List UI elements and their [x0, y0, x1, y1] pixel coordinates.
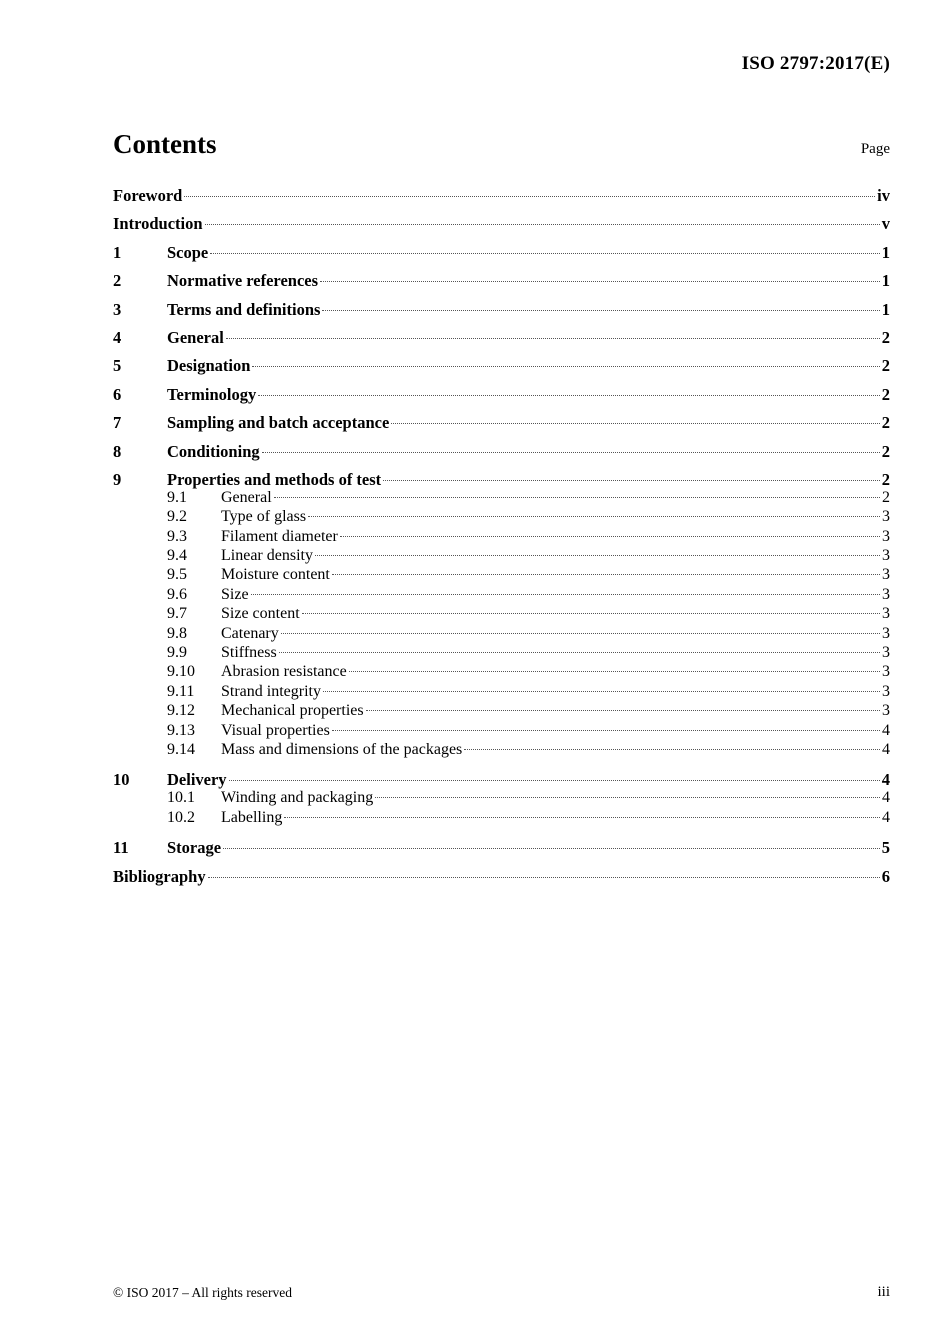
- toc-entry-page: 3: [882, 527, 890, 545]
- toc-entry-number: 7: [113, 413, 122, 433]
- toc-entry-title: Winding and packaging: [221, 789, 374, 807]
- toc-entry-number: 9: [113, 469, 122, 489]
- toc-entry-number: 9.1: [167, 488, 187, 506]
- toc-entry-sampling-and-batch-acceptance[interactable]: [113, 411, 890, 439]
- toc-subentry-9-8[interactable]: [113, 624, 890, 643]
- toc-entry-page: 4: [882, 808, 890, 826]
- toc-entry-page: 1: [881, 271, 890, 291]
- toc-entry-page: 4: [882, 789, 890, 807]
- toc-entry-title: Labelling: [221, 808, 283, 826]
- toc-subentry-10-2[interactable]: [113, 808, 890, 827]
- toc-entry-title: Stiffness: [221, 644, 277, 662]
- toc-entry-number: 9.2: [167, 508, 187, 526]
- toc-entry-number: 9.7: [167, 605, 187, 623]
- toc-leader-dots: [208, 877, 880, 878]
- toc-entry-title: Delivery: [167, 770, 227, 790]
- toc-entry-title: Introduction: [113, 214, 203, 234]
- toc-entry-title: Linear density: [221, 547, 313, 565]
- toc-entry-page: 3: [882, 663, 890, 681]
- toc-entry-number: 9.9: [167, 644, 187, 662]
- toc-entry-number: 9.14: [167, 740, 195, 758]
- toc-entry-page: 2: [881, 413, 890, 433]
- toc-leader-dots: [391, 423, 879, 424]
- toc-leader-dots: [184, 196, 875, 197]
- toc-entry-title: Catenary: [221, 624, 279, 642]
- toc-entry-title: Bibliography: [113, 866, 206, 886]
- toc-entry-page: 3: [882, 508, 890, 526]
- toc-entry-page: 4: [881, 770, 890, 790]
- toc-leader-dots: [229, 780, 880, 781]
- toc-entry-scope[interactable]: [113, 241, 890, 269]
- toc-subentry-9-2[interactable]: [113, 507, 890, 526]
- toc-subentry-9-11[interactable]: [113, 682, 890, 701]
- footer-page-number: iii: [877, 1284, 890, 1300]
- toc-entry-number: 9.12: [167, 702, 195, 720]
- toc-entry-page: v: [881, 214, 890, 234]
- toc-entry-title: Terminology: [167, 384, 257, 404]
- toc-subentry-9-4[interactable]: [113, 546, 890, 565]
- toc-entry-title: General: [221, 488, 272, 506]
- toc-leader-dots: [308, 516, 880, 517]
- toc-entry-number: 9.6: [167, 585, 187, 603]
- toc-entry-page: 3: [882, 585, 890, 603]
- toc-entry-number: 9.11: [167, 682, 195, 700]
- toc-leader-dots: [366, 710, 880, 711]
- toc-leader-dots: [322, 310, 879, 311]
- toc-entry-title: Size content: [221, 605, 300, 623]
- toc-entry-number: 1: [113, 242, 122, 262]
- toc-entry-normative-references[interactable]: [113, 269, 890, 297]
- toc-leader-dots: [205, 224, 880, 225]
- toc-leader-dots: [320, 281, 880, 282]
- toc-entry-terms-and-definitions[interactable]: [113, 298, 890, 326]
- toc-entry-title: Sampling and batch acceptance: [167, 413, 390, 433]
- toc-entry-title: Designation: [167, 356, 251, 376]
- toc-subentry-9-13[interactable]: [113, 721, 890, 740]
- toc-subentry-10-1[interactable]: [113, 788, 890, 807]
- toc-entry-page: 3: [882, 682, 890, 700]
- toc-subentry-9-5[interactable]: [113, 565, 890, 584]
- toc-entry-number: 9.10: [167, 663, 195, 681]
- toc-entry-page: 2: [881, 469, 890, 489]
- toc-subentry-9-12[interactable]: [113, 701, 890, 720]
- toc-entry-number: 9.8: [167, 624, 187, 642]
- document-id: ISO 2797:2017(E): [741, 53, 890, 74]
- toc-entry-number: 8: [113, 441, 122, 461]
- toc-entry-title: Mass and dimensions of the packages: [221, 740, 463, 758]
- toc-entry-page: 2: [881, 384, 890, 404]
- toc-entry-page: 1: [881, 242, 890, 262]
- toc-entry-page: 3: [882, 566, 890, 584]
- toc-subentry-9-7[interactable]: [113, 604, 890, 623]
- toc-entry-page: 2: [881, 441, 890, 461]
- toc-entry-page: 3: [882, 702, 890, 720]
- toc-entry-title: Moisture content: [221, 566, 330, 584]
- toc-entry-page: 3: [882, 547, 890, 565]
- toc-entry-number: 6: [113, 384, 122, 404]
- toc-subentry-9-3[interactable]: [113, 527, 890, 546]
- toc-leader-dots: [349, 671, 880, 672]
- toc-entry-number: 9.13: [167, 721, 195, 739]
- toc-entry-title: Abrasion resistance: [221, 663, 347, 681]
- toc-entry-number: 9.4: [167, 547, 187, 565]
- toc-entry-number: 10: [113, 770, 130, 790]
- toc-entry-delivery[interactable]: [113, 768, 890, 788]
- toc-entry-title: Storage: [167, 838, 222, 858]
- contents-heading: Contents: [113, 129, 217, 159]
- toc-entry-conditioning[interactable]: [113, 440, 890, 468]
- toc-leader-dots: [464, 749, 880, 750]
- page-column-label: Page: [860, 141, 890, 157]
- toc-entry-title: Visual properties: [221, 721, 330, 739]
- toc-entry-number: 9.3: [167, 527, 187, 545]
- toc-leader-dots: [332, 574, 880, 575]
- toc-entry-title: Normative references: [167, 271, 319, 291]
- toc-entry-title: Conditioning: [167, 441, 260, 461]
- toc-entry-title: Foreword: [113, 186, 183, 205]
- toc-entry-page: iv: [877, 186, 890, 205]
- toc-entry-title: Mechanical properties: [221, 702, 364, 720]
- toc-entry-page: 2: [882, 488, 890, 506]
- toc-entry-page: 1: [881, 299, 890, 319]
- toc-entry-number: 10.2: [167, 808, 195, 826]
- toc-entry-number: 10.1: [167, 789, 195, 807]
- toc-entry-page: 2: [881, 327, 890, 347]
- toc-leader-dots: [210, 253, 880, 254]
- toc-entry-number: 2: [113, 271, 122, 291]
- toc-entry-number: 9.5: [167, 566, 187, 584]
- toc-entry-terminology[interactable]: [113, 383, 890, 411]
- toc-subentry-9-6[interactable]: [113, 585, 890, 604]
- toc-entry-number: 11: [113, 838, 129, 858]
- toc-entry-title: Type of glass: [221, 508, 307, 526]
- toc-leader-dots: [323, 691, 880, 692]
- toc-entry-page: 3: [882, 624, 890, 642]
- toc-entry-title: Terms and definitions: [167, 299, 321, 319]
- table-of-contents: [113, 184, 890, 893]
- toc-leader-dots: [274, 497, 880, 498]
- toc-entry-page: 3: [882, 644, 890, 662]
- toc-entry-page: 5: [881, 838, 890, 858]
- toc-entry-page: 4: [882, 740, 890, 758]
- toc-leader-dots: [258, 395, 880, 396]
- toc-subentry-9-1[interactable]: [113, 488, 890, 507]
- toc-entry-general[interactable]: [113, 326, 890, 354]
- toc-entry-bibliography[interactable]: [113, 865, 890, 893]
- toc-subentry-9-9[interactable]: [113, 643, 890, 662]
- toc-entry-title: Scope: [167, 242, 209, 262]
- toc-entry-properties-and-methods-of-test[interactable]: [113, 468, 890, 488]
- footer-copyright: © ISO 2017 – All rights reserved: [113, 1285, 292, 1300]
- toc-leader-dots: [226, 338, 880, 339]
- toc-leader-dots: [223, 848, 880, 849]
- toc-leader-dots: [252, 366, 879, 367]
- toc-leader-dots: [251, 594, 880, 595]
- toc-subentry-9-10[interactable]: [113, 662, 890, 681]
- toc-leader-dots: [383, 480, 880, 481]
- toc-entry-number: 3: [113, 299, 122, 319]
- toc-leader-dots: [279, 652, 880, 653]
- toc-leader-dots: [375, 797, 880, 798]
- toc-entry-title: Filament diameter: [221, 527, 338, 545]
- toc-entry-title: General: [167, 327, 224, 347]
- toc-entry-foreword[interactable]: [113, 184, 890, 212]
- toc-entry-page: 3: [882, 605, 890, 623]
- toc-entry-title: Strand integrity: [221, 682, 321, 700]
- toc-entry-introduction[interactable]: [113, 212, 890, 240]
- toc-entry-number: 5: [113, 356, 122, 376]
- toc-entry-designation[interactable]: [113, 354, 890, 382]
- toc-entry-page: 6: [881, 866, 890, 886]
- toc-leader-dots: [284, 817, 880, 818]
- toc-entry-page: 4: [882, 721, 890, 739]
- toc-leader-dots: [315, 555, 880, 556]
- toc-entry-title: Properties and methods of test: [167, 469, 382, 489]
- toc-entry-page: 2: [881, 356, 890, 376]
- toc-entry-number: 4: [113, 327, 122, 347]
- toc-leader-dots: [332, 730, 880, 731]
- toc-leader-dots: [281, 633, 880, 634]
- toc-subentry-9-14[interactable]: [113, 740, 890, 759]
- toc-leader-dots: [262, 452, 880, 453]
- toc-leader-dots: [340, 536, 880, 537]
- toc-leader-dots: [302, 613, 880, 614]
- toc-entry-storage[interactable]: [113, 836, 890, 864]
- toc-entry-title: Size: [221, 585, 249, 603]
